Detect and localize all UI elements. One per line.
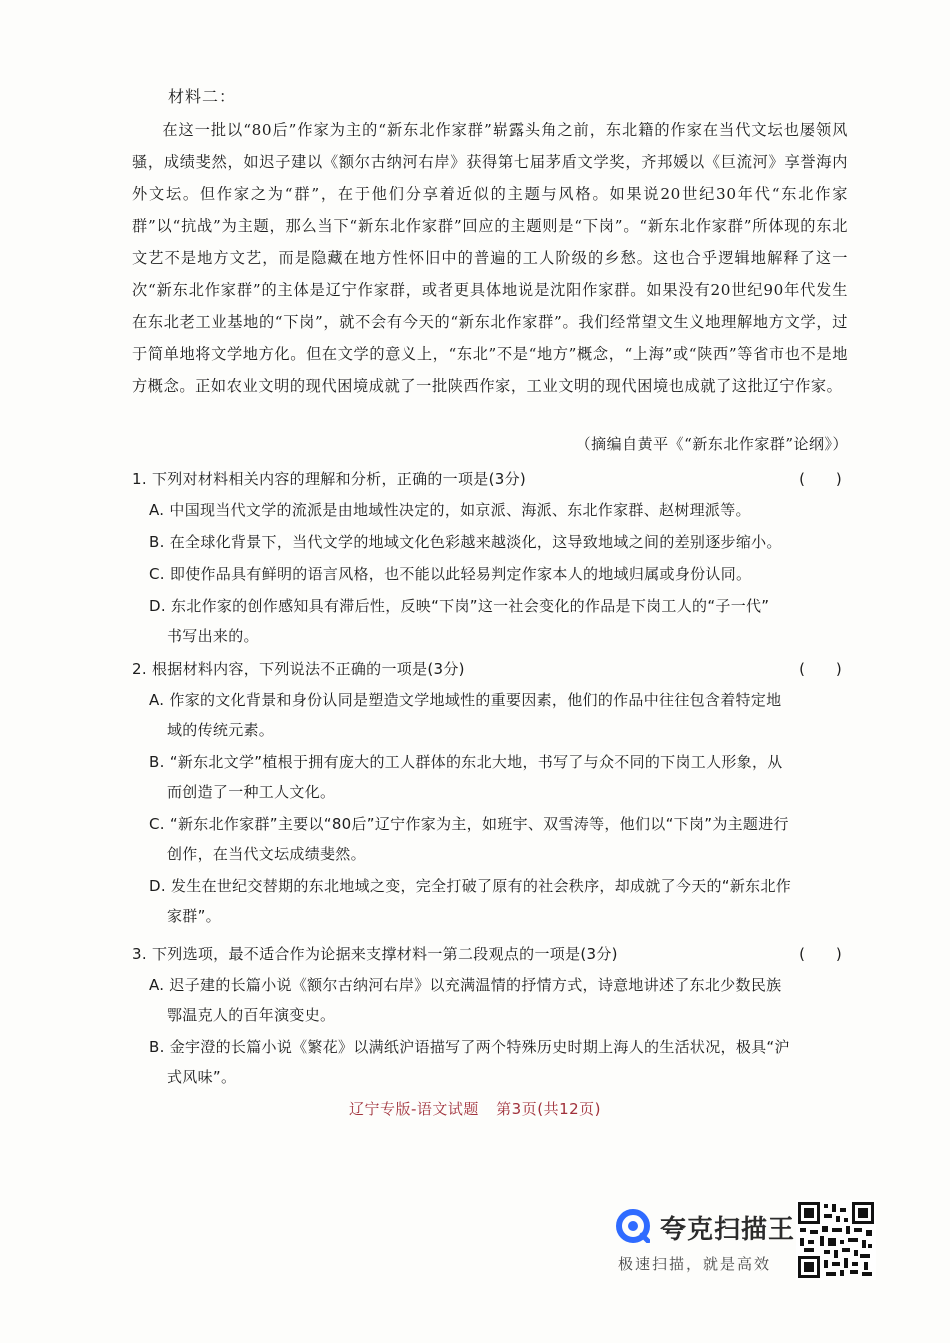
option-a [132,970,848,1030]
question-stem [132,938,848,970]
option-text: A. 迟子建的长篇小说《额尔古纳河右岸》以充满温情的抒情方式，诗意地讲述了东北少数民族 [149,976,782,994]
option-d [132,591,848,651]
option-b [132,527,848,557]
scanner-logo-icon [616,1209,650,1243]
option-continuation: 域的传统元素。 [167,721,275,739]
option-a [132,495,848,525]
page-footer [0,1098,950,1119]
option-c [132,809,848,869]
option-b [132,1032,848,1092]
answer-paren: ( ) [799,660,842,678]
material-heading: 材料二： [168,87,237,106]
footer-exam-title: 辽宁专版-语文试题 [348,1100,479,1118]
option-text: C. “新东北作家群”主要以“80后”辽宁作家为主，如班宇、双雪涛等，他们以“下岗”为主题进行 [149,815,789,833]
option-text: D. 发生在世纪交替期的东北地域之变，完全打破了原有的社会秩序，却成就了今天的“新东北作 [149,877,792,895]
answer-paren: ( ) [799,470,842,488]
option-continuation: 书写出来的。 [167,627,259,645]
qr-code-icon [796,1200,876,1280]
question-stem [132,653,848,685]
option-continuation: 鄂温克人的百年演变史。 [167,1006,336,1024]
question-stem-text: 1. 下列对材料相关内容的理解和分析，正确的一项是(3分) [132,470,527,488]
footer-page-number: 第3页(共12页) [496,1100,602,1118]
question-stem-text: 2. 根据材料内容，下列说法不正确的一项是(3分) [132,660,465,678]
answer-paren: ( ) [799,945,842,963]
option-d [132,871,848,931]
option-text: B. 在全球化背景下，当代文学的地域文化色彩越来越淡化，这导致地域之间的差别逐步缩小。 [149,533,782,551]
question-stem [132,463,848,495]
watermark-title: 夸克扫描王 [660,1215,796,1245]
option-a [132,685,848,745]
option-continuation: 家群”。 [167,907,221,925]
question-3 [132,938,848,1094]
option-b [132,747,848,807]
question-1 [132,463,848,653]
watermark-slogan: 极速扫描，就是高效 [618,1255,772,1273]
option-text: D. 东北作家的创作感知具有滞后性，反映“下岗”这一社会变化的作品是下岗工人的“子一代” [149,597,770,615]
scanner-watermark [616,1201,796,1281]
option-continuation: 式风味”。 [167,1068,237,1086]
option-c [132,559,848,589]
option-text: B. “新东北文学”植根于拥有庞大的工人群体的东北大地，书写了与众不同的下岗工人形象，从 [149,753,783,771]
option-text: A. 作家的文化背景和身份认同是塑造文学地域性的重要因素，他们的作品中往往包含着特定地 [149,691,782,709]
material-paragraph: 在这一批以“80后”作家为主的“新东北作家群”崭露头角之前，东北籍的作家在当代文坛也屡领风骚，成绩斐然，如迟子建以《额尔古纳河右岸》获得第七届茅盾文学奖，齐邦媛以《巨流河》享誉海内外文坛。但作家之为“群”，在于他们分享着近似的主题与风格。如果说20世纪30年代“东北作家群”以“抗战”为主题，那么当下“新东北作家群”回应的主题则是“下岗”。“新东北作家群”所体现的东北文艺不是地方文艺，而是隐藏在地方性怀旧中的普遍的工人阶级的乡愁。这也合乎逻辑地解释了这一次“新东北作家群”的主体是辽宁作家群，或者更具体地说是沈阳作家群。如果没有20世纪90年代发生在东北老工业基地的“下岗”，就不会有今天的“新东北作家群”。我们经常望文生义地理解地方文学，过于简单地将文学地方化。但在文学的意义上，“东北”不是“地方”概念，“上海”或“陕西”等省市也不是地方概念。正如农业文明的现代困境成就了一批陕西作家，工业文明的现代困境也成就了这批辽宁作家。 [132,121,848,395]
option-continuation: 而创造了一种工人文化。 [167,783,336,801]
question-2 [132,653,848,933]
option-text: B. 金宇澄的长篇小说《繁花》以满纸沪语描写了两个特殊历史时期上海人的生活状况，极具“沪 [149,1038,790,1056]
question-stem-text: 3. 下列选项，最不适合作为论据来支撑材料一第二段观点的一项是(3分) [132,945,618,963]
material-source: （摘编自黄平《“新东北作家群”论纲》） [575,435,848,453]
option-continuation: 创作，在当代文坛成绩斐然。 [167,845,366,863]
option-text: A. 中国现当代文学的流派是由地域性决定的，如京派、海派、东北作家群、赵树理派等。 [149,501,751,519]
option-text: C. 即使作品具有鲜明的语言风格，也不能以此轻易判定作家本人的地域归属或身份认同。 [149,565,752,583]
